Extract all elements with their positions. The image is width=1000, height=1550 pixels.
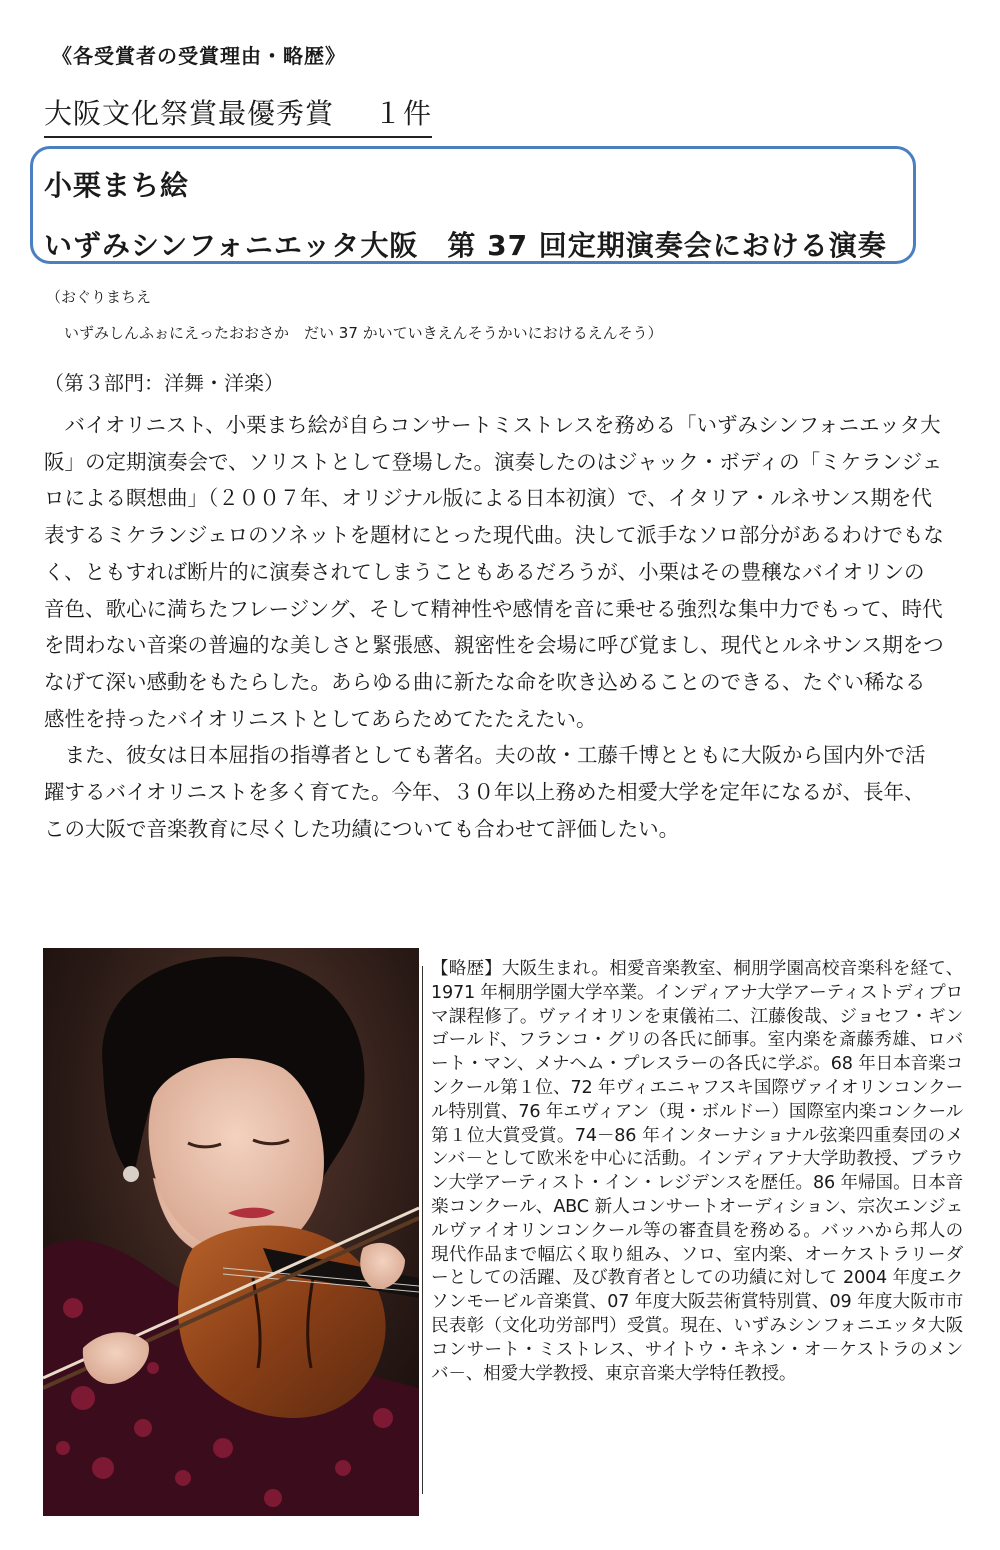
reason-paragraph: また、彼女は日本屈指の指導者としても著名。夫の故・工藤千博とともに大阪から国内外で活躍するバイオリニストを多く育てた。今年、３０年以上務めた相愛大学を定年になるが、長年、この大阪で音楽教育に尽くした功績についても合わせて評価したい。 bbox=[44, 743, 926, 841]
award-title bbox=[44, 92, 432, 138]
violinist-photo bbox=[43, 948, 419, 1516]
award-reason bbox=[44, 407, 944, 847]
biography: 【略歴】大阪生まれ。相愛音楽教室、桐朋学園高校音楽科を経て、1971 年桐朋学園大学卒業。インディアナ大学アーティストディプロマ課程修了。ヴァイオリンを東儀祐二、江藤俊哉、ジョセフ・ギンゴールド、フランコ・グリの各氏に師事。室内楽を斎藤秀雄、ロバート・マン、メナヘム・プレスラーの各氏に学ぶ。68 年日本音楽コンクール第１位、72 年ヴィエニャフスキ国際ヴァイオリンコンクール特別賞、76 年エヴィアン（現・ボルドー）国際室内楽コンクール第１位大賞受賞。74－86 年インターナショナル弦楽四重奏団のメンバ－として欧米を中心に活動。インディアナ大学助教授、ブラウン大学アーティスト・イン・レジデンスを歴任。86 年帰国。日本音楽コンクール、ABC 新人コンサートオーディション、宗次エンジェルヴァイオリンコンクール等の審査員を務める。バッハから邦人の現代作品まで幅広く取り組み、ソロ、室内楽、オーケストラリーダーとしての活躍、及び教育者としての功績に対して 2004 年度エクソンモービル音楽賞、07 年度大阪芸術賞特別賞、09 年度大阪市市民表彰（文化功労部門）受賞。現在、いずみシンフォニエッタ大阪コンサート・ミストレス、サイトウ・キネン・オ－ケストラのメンバ－、相愛大学教授、東京音楽大学特任教授。 bbox=[431, 959, 963, 1384]
winner-name: 小栗まち絵 bbox=[44, 169, 190, 202]
winning-work-title: いずみシンフォニエッタ大阪 第 37 回定期演奏会における演奏 bbox=[44, 229, 887, 262]
award-category: （第３部門：洋舞・洋楽） bbox=[44, 371, 284, 395]
section-label: 《各受賞者の受賞理由・略歴》 bbox=[52, 44, 346, 68]
bio-divider bbox=[422, 966, 423, 1494]
award-count: １件 bbox=[374, 97, 433, 130]
reading-work: いずみしんふぉにえったおおさか だい 37 かいていきえんそうかいにおけるえんそう） bbox=[64, 324, 663, 342]
reason-paragraph: バイオリニスト、小栗まち絵が自らコンサートミストレスを務める「いずみシンフォニエッタ大阪」の定期演奏会で、ソリストとして登場した。演奏したのはジャック・ボディの「ミケランジェロによる瞑想曲」（２００７年、オリジナル版による日本初演）で、イタリア・ルネサンス期を代表するミケランジェロのソネットを題材にとった現代曲。決して派手なソロ部分があるわけでもなく、ともすれば断片的に演奏されてしまうこともあるだろうが、小栗はその豊穣なバイオリンの音色、歌心に満ちたフレージング、そして精神性や感情を音に乗せる強烈な集中力でもって、時代を問わない音楽の普遍的な美しさと緊張感、親密性を会場に呼び覚まし、現代とルネサンス期をつなげて深い感動をもたらした。あらゆる曲に新たな命を吹き込めることのできる、たぐい稀なる感性を持ったバイオリニストとしてあらためてたたえたい。 bbox=[44, 413, 944, 731]
reading-name: （おぐりまちえ bbox=[46, 288, 152, 306]
award-name: 大阪文化祭賞最優秀賞 bbox=[44, 97, 335, 130]
